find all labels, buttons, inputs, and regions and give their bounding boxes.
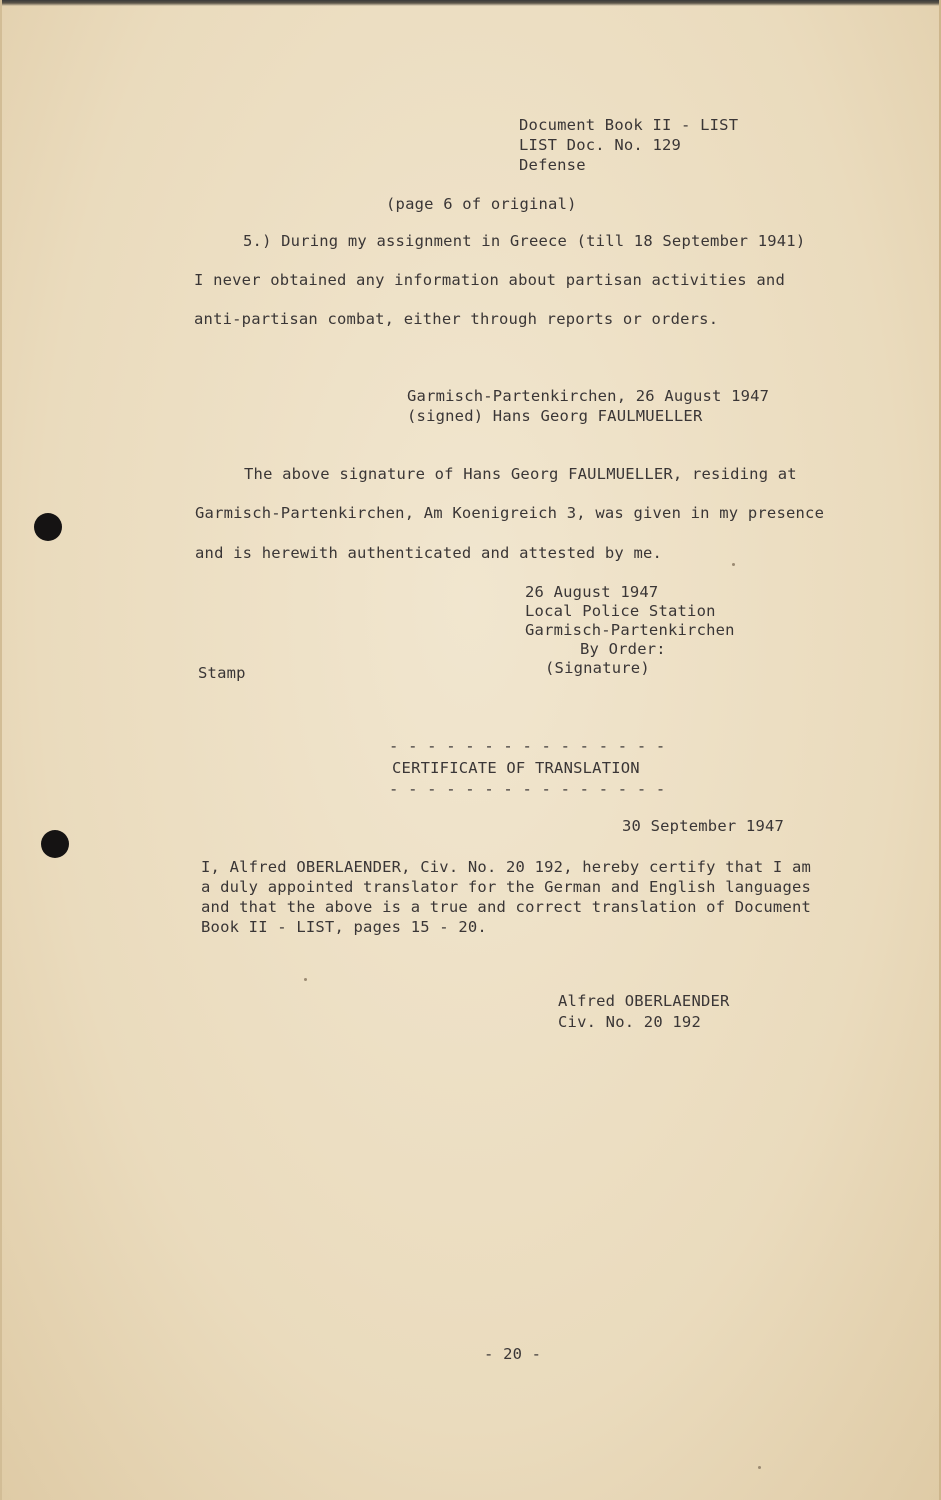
paragraph-line: 5.) During my assignment in Greece (till 18 September 1941) bbox=[243, 232, 806, 250]
divider-top: - - - - - - - - - - - - - - - bbox=[389, 737, 666, 755]
certificate-line: and that the above is a true and correct translation of Document bbox=[201, 898, 812, 916]
certificate-body bbox=[201, 857, 811, 937]
police-date: 26 August 1947 bbox=[525, 583, 659, 601]
translator-civ-number: Civ. No. 20 192 bbox=[558, 1013, 701, 1031]
paragraph-line: The above signature of Hans Georg FAULMUELLER, residing at bbox=[244, 465, 797, 483]
paragraph-line: I never obtained any information about partisan activities and bbox=[194, 271, 785, 289]
paper-speck bbox=[732, 563, 735, 566]
translator-signature bbox=[558, 991, 730, 1033]
binder-hole bbox=[41, 830, 69, 858]
signature-line: (signed) Hans Georg FAULMUELLER bbox=[407, 407, 703, 425]
certificate-line: I, Alfred OBERLAENDER, Civ. No. 20 192, hereby certify that I am bbox=[201, 858, 812, 876]
header-line: Defense bbox=[519, 156, 586, 174]
certificate-line: Book II - LIST, pages 15 - 20. bbox=[201, 918, 487, 936]
police-order: By Order: bbox=[580, 640, 666, 658]
translator-name: Alfred OBERLAENDER bbox=[558, 992, 730, 1010]
binder-hole bbox=[34, 513, 62, 541]
scan-top-edge bbox=[2, 0, 941, 6]
police-block bbox=[525, 583, 735, 678]
certificate-line: a duly appointed translator for the German and English languages bbox=[201, 878, 812, 896]
paper-speck bbox=[758, 1466, 761, 1469]
certificate-title: CERTIFICATE OF TRANSLATION bbox=[392, 759, 640, 777]
header-line: LIST Doc. No. 129 bbox=[519, 136, 682, 154]
certificate-date: 30 September 1947 bbox=[622, 817, 785, 835]
paragraph-line: and is herewith authenticated and attested by me. bbox=[195, 544, 663, 562]
police-station: Local Police Station bbox=[525, 602, 716, 620]
page-reference: (page 6 of original) bbox=[386, 195, 577, 213]
document-header bbox=[519, 115, 738, 175]
signature-block bbox=[407, 386, 769, 426]
page-number: - 20 - bbox=[484, 1345, 542, 1363]
paragraph-line: Garmisch-Partenkirchen, Am Koenigreich 3, was given in my presence bbox=[195, 504, 825, 522]
paragraph-line: anti-partisan combat, either through reports or orders. bbox=[194, 310, 719, 328]
stamp-label: Stamp bbox=[198, 664, 246, 682]
header-line: Document Book II - LIST bbox=[519, 116, 739, 134]
police-signature: (Signature) bbox=[545, 659, 650, 677]
police-place: Garmisch-Partenkirchen bbox=[525, 621, 735, 639]
divider-bottom: - - - - - - - - - - - - - - - bbox=[389, 780, 666, 798]
paper-speck bbox=[304, 978, 307, 981]
signature-line: Garmisch-Partenkirchen, 26 August 1947 bbox=[407, 387, 770, 405]
